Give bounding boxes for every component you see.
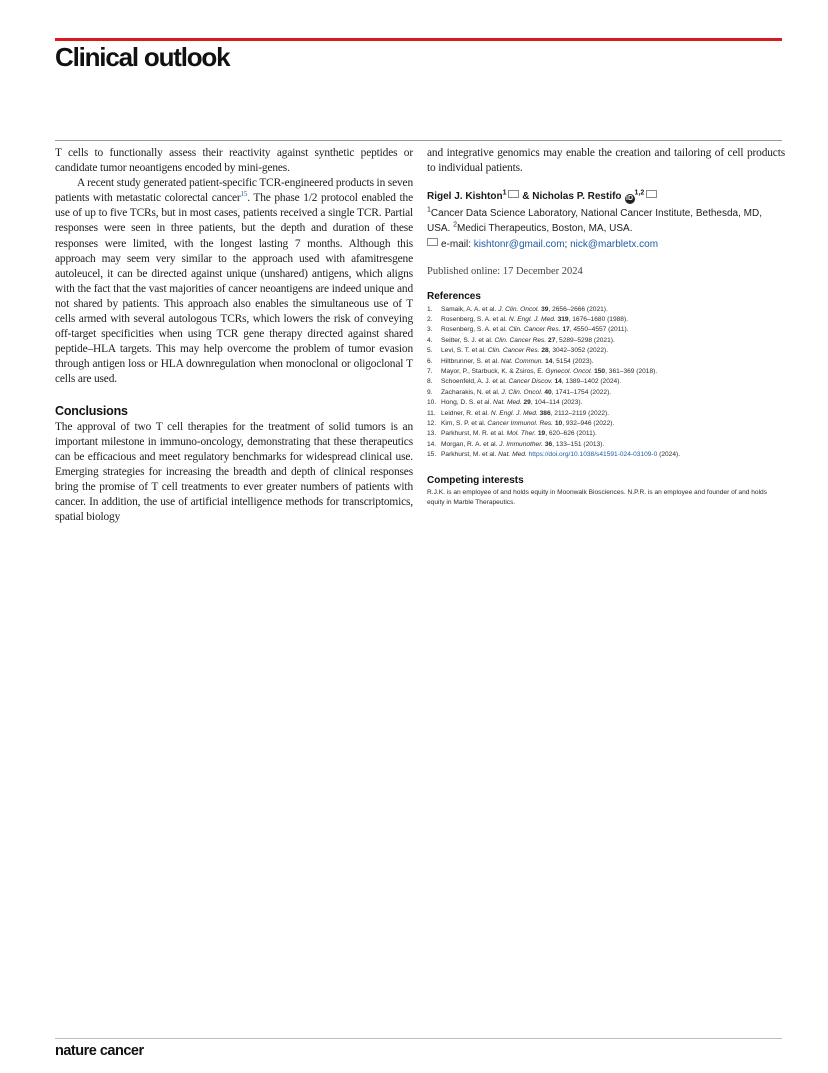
reference-item: [427, 346, 785, 356]
reference-authors: Mayor, P., Starbuck, K. & Zsiros, E.: [441, 368, 546, 376]
conclusions-paragraph: The approval of two T cell therapies for the treatment of solid tumors is an important milestone in immuno-oncology, demonstrating that these therapeutics can be efficacious and meet regulatory benchmarks for widespread clinical use. Emerging strategies for increasing the breadth and depth of clinical responses bring the promise of T cell treatments to ever greater numbers of patients with cancer. In addition, the use of artificial intelligence methods for transcriptomics, spatial biology: [55, 420, 413, 524]
reference-authors: Levi, S. T. et al.: [441, 347, 488, 355]
affil-2: Medici Therapeutics, Boston, MA, USA.: [457, 223, 633, 235]
reference-volume: 27: [548, 336, 556, 344]
reference-item: [427, 398, 785, 408]
reference-journal: N. Engl. J. Med.: [508, 316, 556, 323]
reference-journal: Clin. Cancer Res.: [508, 326, 561, 334]
orcid-icon[interactable]: iD: [626, 195, 634, 203]
conclusions-heading: Conclusions: [55, 403, 128, 418]
reference-authors: Hiltbrunner, S. et al.: [441, 357, 501, 365]
reference-volume: 40: [544, 388, 552, 396]
reference-number: 11.: [427, 409, 436, 417]
body-paragraph-2: [55, 176, 413, 387]
author-line: [427, 190, 785, 204]
reference-item: [427, 315, 785, 325]
body-paragraph-2-start: A recent study generated patient-specific TCR-engineered products in seven patients with metastatic colorectal cancer: [55, 177, 413, 205]
reference-pages: , 361–369 (2018).: [605, 368, 658, 376]
reference-number: 12.: [427, 420, 437, 428]
reference-journal: Mol. Ther.: [506, 430, 537, 438]
reference-authors: Morgan, R. A. et al.: [441, 440, 500, 448]
reference-pages: , 133–151 (2013).: [552, 440, 605, 448]
reference-number: 8.: [427, 378, 433, 386]
reference-authors: Seitter, S. J. et al.: [441, 336, 495, 344]
reference-item: [427, 336, 785, 346]
email-link-1[interactable]: kishtonr@gmail.com: [473, 238, 565, 250]
reference-item: [427, 357, 785, 367]
reference-volume: 19: [537, 430, 546, 438]
body-paragraph-2-rest: . The phase 1/2 protocol enabled the use of up to five TCRs, but in most cases, patients received a single TCR. Partial responses were seen in three patients, but the depth and duration of these responses were limited, with the longest lasting 7 months. Although this approach may seem very similar to the approach used with afamitresgene autoleucel, it can be directed against unique (unshared) antigens, which aligns with the fact that the vast majorities of cancer neoantigens are indeed unique and not shared by patients. This approach also enables the simultaneous use of T cells armed with several autologous TCRs, which lowers the risk of conveying off-target specificities when using TCR gene therapy directed against shared peptide–HLA targets. This may help overcome the problem of tumor evasion through antigen loss or HLA downregulation when monoclonal or oligoclonal T cells are used.: [55, 192, 413, 386]
mail-icon[interactable]: [508, 190, 519, 198]
competing-interests-text: R.J.K. is an employee of and holds equity in Moonwalk Biosciences. N.P.R. is an employee and founder of and holds equity in Marble Therapeutics.: [427, 488, 768, 506]
reference-number: 15.: [427, 451, 437, 459]
reference-journal: Nat. Commun.: [500, 357, 544, 365]
reference-authors: Samaik, A. A. et al.: [441, 305, 499, 313]
author-1[interactable]: Rigel J. Kishton: [427, 191, 503, 203]
reference-volume: 386: [539, 409, 551, 417]
references-list: [427, 305, 785, 461]
reference-pages: , 2656–2666 (2021).: [548, 305, 608, 313]
affiliations: [427, 206, 785, 236]
reference-volume: 17: [562, 326, 570, 334]
affil-1-num: 1: [427, 206, 431, 214]
reference-journal: Nat. Med.: [498, 451, 527, 459]
reference-pages: , 1741–1754 (2022).: [551, 388, 612, 396]
reference-authors: Parkhurst, M. et al.: [441, 451, 499, 459]
journal-name: nature cancer: [55, 1043, 144, 1059]
mail-icon[interactable]: [646, 190, 657, 198]
email-link-2[interactable]: nick@marbletx.com: [570, 238, 659, 250]
reference-journal: N. Engl. J. Med.: [490, 409, 538, 417]
reference-number: 14.: [427, 440, 437, 448]
reference-authors: Schoenfeld, A. J. et al.: [441, 378, 509, 386]
reference-volume: 29: [523, 399, 531, 407]
reference-doi-link[interactable]: https://doi.org/10.1038/s41591-024-03109-0: [528, 451, 658, 459]
mail-icon: [427, 238, 438, 246]
reference-volume: 150: [594, 368, 606, 376]
reference-pages: , 104–114 (2023).: [530, 399, 583, 407]
reference-pages: , 3042–3052 (2022).: [548, 347, 609, 355]
reference-volume: 319: [557, 316, 569, 323]
reference-journal: J. Clin. Oncol.: [498, 305, 540, 313]
reference-journal: Cancer Immunol. Res.: [487, 420, 554, 428]
reference-journal: Clin. Cancer Res.: [487, 347, 540, 355]
reference-item: [427, 409, 785, 419]
competing-interests-heading: Competing interests: [427, 474, 524, 486]
body-paragraph-1: T cells to functionally assess their reactivity against synthetic peptides or candidate tumor neoantigens encoded by mini-genes.: [55, 147, 413, 175]
references-heading: References: [427, 290, 481, 302]
reference-pages: , 5289–5298 (2021).: [555, 336, 615, 344]
reference-journal: J. Clin. Oncol.: [501, 388, 543, 396]
reference-authors: Rosenberg, S. A. et al.: [441, 316, 509, 323]
reference-item: [427, 419, 785, 429]
reference-journal: Nat. Med.: [493, 399, 522, 407]
reference-number: 3.: [427, 326, 433, 334]
reference-volume: 14: [554, 378, 562, 386]
body-continuation: and integrative genomics may enable the creation and tailoring of cell products to individual patients.: [427, 147, 785, 175]
reference-authors: Leidner, R. et al.: [441, 409, 491, 417]
header-divider: [55, 140, 782, 141]
footer-divider: [55, 1038, 782, 1039]
section-title: Clinical outlook: [55, 42, 230, 72]
reference-authors: Hong, D. S. et al.: [441, 399, 494, 407]
reference-volume: 39: [541, 305, 549, 313]
reference-journal: Cancer Discov.: [508, 378, 553, 386]
reference-item: [427, 429, 785, 439]
published-date: Published online: 17 December 2024: [427, 265, 583, 277]
reference-pages: , 1676–1680 (1988).: [568, 316, 628, 323]
reference-authors: Parkhurst, M. R. et al.: [441, 430, 507, 438]
reference-pages: , 4550–4557 (2011).: [569, 326, 629, 334]
reference-pages: , 620–626 (2011).: [545, 430, 597, 438]
email-label: e-mail:: [441, 238, 474, 250]
reference-year: (2024).: [657, 451, 681, 459]
reference-number: 10.: [427, 399, 437, 407]
reference-pages: , 5154 (2023).: [552, 357, 594, 365]
reference-journal: Clin. Cancer Res.: [494, 336, 547, 344]
reference-volume: 36: [544, 440, 553, 448]
reference-volume: 28: [541, 347, 549, 355]
reference-item: [427, 377, 785, 387]
reference-number: 1.: [427, 305, 433, 313]
left-column: [55, 146, 413, 525]
reference-number: 2.: [427, 316, 433, 323]
reference-item: [427, 388, 785, 398]
reference-item: [427, 367, 785, 377]
reference-authors: Zacharakis, N. et al.: [441, 388, 502, 396]
reference-number: 6.: [427, 357, 433, 365]
reference-number: 9.: [427, 388, 433, 396]
reference-number: 13.: [427, 430, 437, 438]
reference-pages: , 1389–1402 (2024).: [561, 378, 622, 386]
reference-volume: 10: [554, 420, 563, 428]
reference-number: 4.: [427, 336, 433, 344]
reference-volume: 14: [545, 357, 553, 365]
reference-pages: , 932–946 (2022).: [562, 420, 615, 428]
email-line: [427, 237, 785, 252]
reference-number: 5.: [427, 347, 433, 355]
right-column: [427, 146, 785, 508]
reference-item: [427, 305, 785, 315]
author-2[interactable]: Nicholas P. Restifo: [532, 191, 622, 203]
top-accent-rule: [55, 38, 782, 41]
author-1-affil: 1: [502, 189, 507, 197]
reference-item: [427, 450, 785, 460]
reference-pages: , 2112–2119 (2022).: [550, 409, 610, 417]
reference-authors: Kim, S. P. et al.: [441, 420, 488, 428]
reference-journal: J. Immunother.: [499, 440, 544, 448]
reference-number: 7.: [427, 368, 433, 376]
affil-2-num: 2: [453, 222, 458, 230]
citation-link[interactable]: 15: [240, 190, 248, 199]
author-separator: &: [519, 191, 533, 203]
reference-journal: Gynecol. Oncol.: [545, 368, 593, 376]
reference-item: [427, 440, 785, 450]
email-separator: ;: [564, 238, 571, 250]
reference-authors: Rosenberg, S. A. et al.: [441, 326, 509, 334]
affil-1: Cancer Data Science Laboratory, National Cancer Institute, Bethesda, MD, USA.: [427, 208, 762, 235]
reference-item: [427, 325, 785, 335]
author-2-affil: 1,2: [634, 189, 645, 197]
